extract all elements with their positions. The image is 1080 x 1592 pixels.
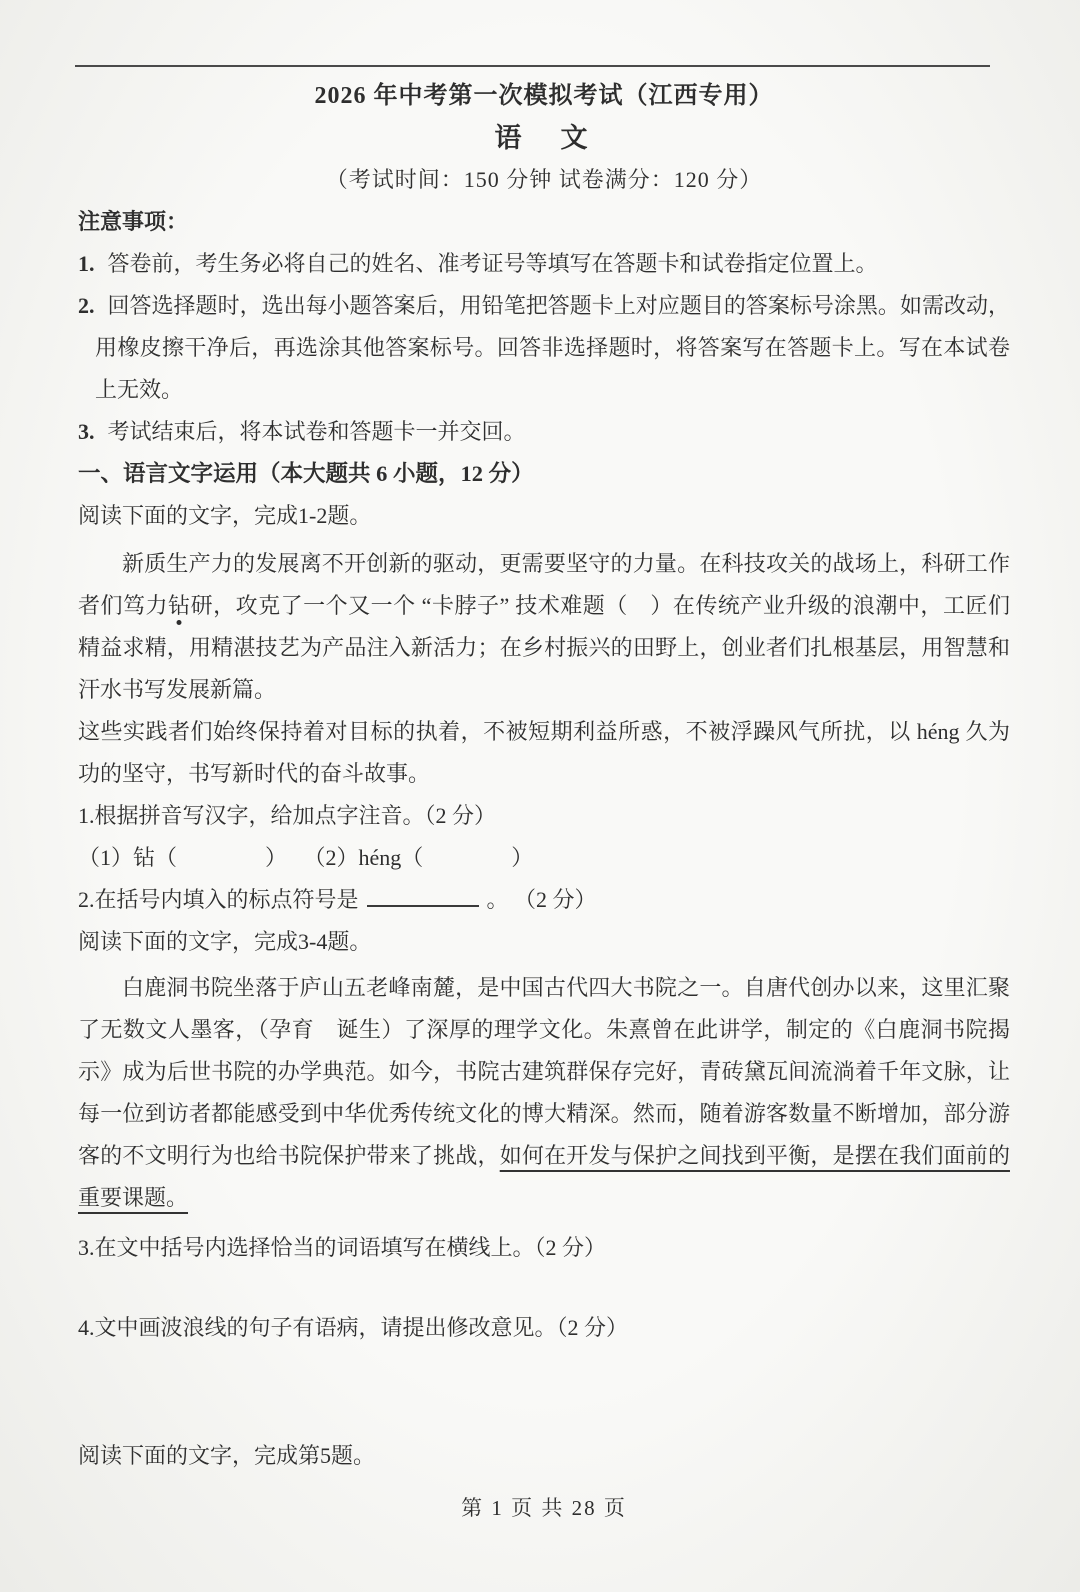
passage-1-text-before: 新质生产力的发展离不开创新的驱动，更需要坚守的力量。在科技攻关的战场上，科研工作者们笃力 [78,551,1010,618]
notes-heading: 注意事项： [78,209,189,234]
notice-text: 考试结束后，将本试卷和答题卡一并交回。 [107,419,526,444]
dotted-character: 钻 [168,593,191,618]
reading-intro-2: 阅读下面的文字，完成3-4题。 [78,929,372,954]
passage-2 [78,967,1010,1219]
exam-title: 2026 年中考第一次模拟考试（江西专用） [314,83,774,109]
notice-number: 2. [78,293,95,318]
header-divider [75,65,990,67]
exam-paper-page [0,65,1080,1592]
notice-text: 答卷前，考生务必将自己的姓名、准考证号等填写在答题卡和试卷指定位置上。 [107,251,878,276]
reading-intro-3: 阅读下面的文字，完成第5题。 [78,1443,376,1468]
question-2-suffix: 。 （2 分） [486,887,597,912]
passage-2-text: 白鹿洞书院坐落于庐山五老峰南麓，是中国古代四大书院之一。自唐代创办以来，这里汇聚了无数文人墨客，（孕育 诞生）了深厚的理学文化。朱熹曾在此讲学，制定的《白鹿洞书院揭示》成为后世书院的办学典范。如今，书院古建筑群保存完好，青砖黛瓦间流淌着千年文脉，让每一位到访者都能感受到中华优秀传统文化的博大精深。然而，随着游客数量不断增加，部分游客的不文明行为也给书院保护带来了挑战， [78,975,1010,1168]
page-footer: 第 1 页 共 28 页 [461,1496,627,1520]
question-2 [78,879,1010,921]
passage-1-paragraph-2: 这些实践者们始终保持着对目标的执着，不被短期利益所惑，不被浮躁风气所扰，以 héng 久为功的坚守，书写新时代的奋斗故事。 [78,719,1010,786]
question-2-text: 2.在括号内填入的标点符号是 [78,887,359,912]
question-4: 4.文中画波浪线的句子有语病，请提出修改意见。（2 分） [78,1315,629,1340]
underlined-sentence: 如何在开发与保护之间找到平衡，是摆在我们面前的重要课题。 [78,1143,1010,1210]
notice-number: 3. [78,419,95,444]
passage-1-text-after: 研，攻克了一个又一个 “卡脖子” 技术难题（ ）在传统产业升级的浪潮中，工匠们精益求精，用精湛技艺为产品注入新活力；在乡村振兴的田野上，创业者们扎根基层，用智慧和汗水书写发展新篇。 [78,593,1010,702]
answer-blank-line [367,903,479,907]
question-3: 3.在文中括号内选择恰当的词语填写在横线上。（2 分） [78,1235,607,1260]
exam-info: （考试时间：150 分钟 试卷满分：120 分） [325,167,763,192]
notice-item-2 [78,285,1010,411]
subject-title: 语 文 [494,123,594,153]
notice-item-3 [78,411,1010,453]
question-1-blanks: （1）钻（ ） （2）héng（ ） [78,845,534,870]
passage-1 [78,543,1010,711]
notice-item-1 [78,243,1010,285]
notice-text: 回答选择题时，选出每小题答案后，用铅笔把答题卡上对应题目的答案标号涂黑。如需改动，用橡皮擦干净后，再选涂其他答案标号。回答非选择题时，将答案写在答题卡上。写在本试卷上无效。 [95,293,1010,402]
section-heading: 一、语言文字运用（本大题共 6 小题，12 分） [78,461,534,486]
notice-number: 1. [78,251,95,276]
reading-intro-1: 阅读下面的文字，完成1-2题。 [78,503,372,528]
question-1: 1.根据拼音写汉字，给加点字注音。（2 分） [78,803,497,828]
